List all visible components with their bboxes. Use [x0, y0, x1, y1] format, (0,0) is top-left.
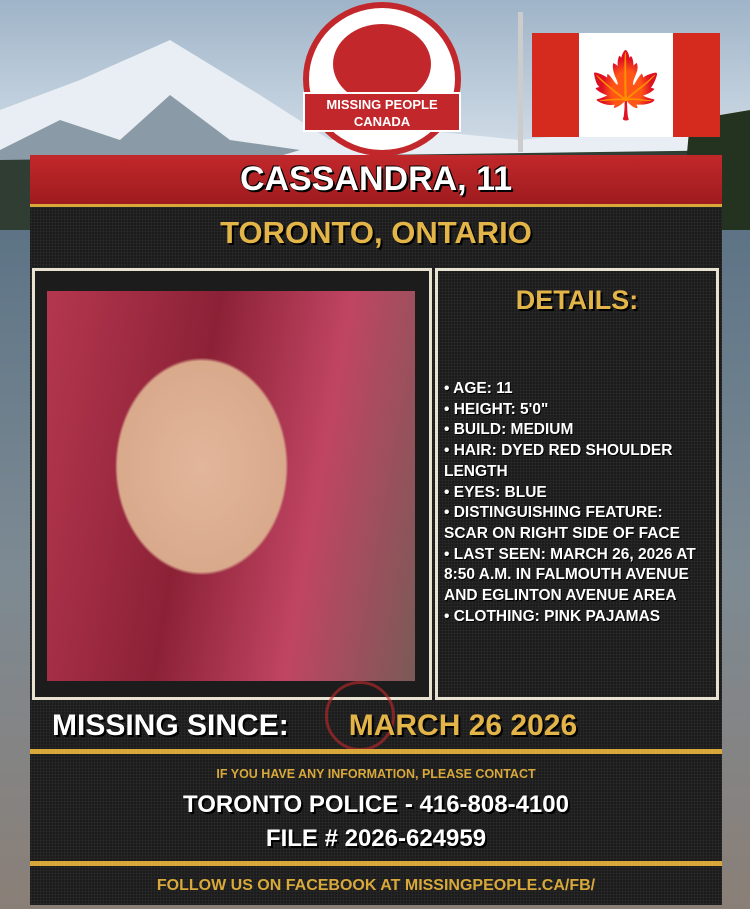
name-banner: [30, 155, 722, 207]
canada-flag: 🍁: [532, 33, 720, 137]
location: TORONTO, ONTARIO: [220, 215, 532, 250]
logo-line1: MISSING PEOPLE: [326, 97, 438, 112]
facebook-footer: FOLLOW US ON FACEBOOK AT MISSINGPEOPLE.CA/FB/: [156, 877, 596, 894]
detail-feature: • DISTINGUISHING FEATURE: SCAR ON RIGHT SIDE OF FACE: [444, 504, 680, 542]
detail-eyes: • EYES: BLUE: [444, 483, 547, 501]
contact-prompt: IF YOU HAVE ANY INFORMATION, PLEASE CONTACT: [216, 767, 536, 781]
missing-person-name: CASSANDRA, 11: [239, 160, 513, 198]
missing-since-date: MARCH 26 2026: [348, 709, 578, 742]
detail-height: • HEIGHT: 5'0": [444, 400, 549, 418]
detail-last-seen: • LAST SEEN: MARCH 26, 2026 AT 8:50 A.M. IN FALMOUTH AVENUE AND EGLINTON AVENUE AREA: [444, 545, 696, 605]
detail-clothing: • CLOTHING: PINK PAJAMAS: [444, 607, 661, 625]
missing-people-canada-logo: [303, 2, 461, 156]
detail-age: • AGE: 11: [444, 380, 513, 397]
police-contact: TORONTO POLICE - 416-808-4100: [183, 791, 569, 818]
missing-since-label: MISSING SINCE:: [52, 709, 289, 742]
detail-build: • BUILD: MEDIUM: [444, 421, 574, 439]
file-number: FILE # 2026-624959: [265, 825, 487, 852]
details-title: DETAILS:: [515, 285, 639, 315]
missing-person-photo: [47, 291, 415, 681]
photo-frame: [32, 268, 432, 700]
poster-panel: [30, 155, 722, 905]
details-box: [435, 268, 719, 700]
flag-pole: [518, 12, 523, 152]
logo-line2: CANADA: [353, 114, 411, 129]
details-list: [444, 379, 710, 627]
missing-since: [30, 703, 722, 749]
divider: [30, 861, 722, 866]
detail-hair: • HAIR: DYED RED SHOULDER LENGTH: [444, 442, 673, 480]
divider: [30, 749, 722, 754]
